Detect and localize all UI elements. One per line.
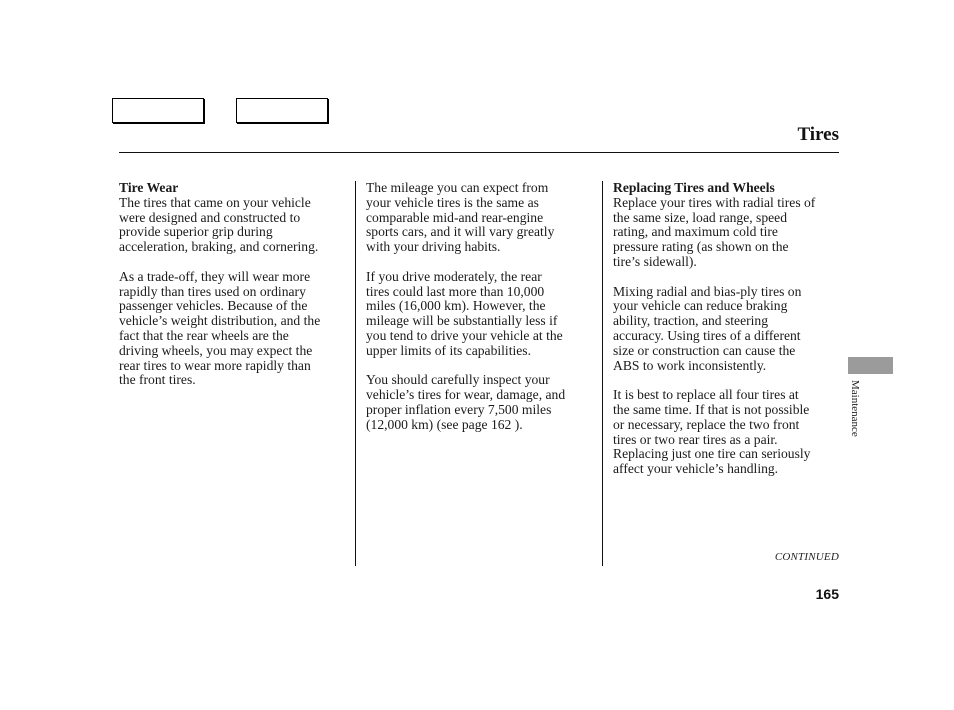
column-replacing-tires — [613, 181, 841, 492]
body-text-line: It is best to replace all four tires at — [613, 387, 799, 403]
body-text-line: ABS to work inconsistently. — [613, 357, 767, 373]
body-text-line: with your driving habits. — [366, 239, 501, 255]
body-text-line: tires could last more than 10,000 — [366, 283, 545, 299]
body-text-line: the front tires. — [119, 372, 196, 388]
body-text-line: vehicle’s tires for wear, damage, and — [366, 387, 566, 403]
section-heading: Tire Wear — [119, 180, 179, 195]
paragraph — [366, 270, 594, 359]
paragraph — [613, 181, 841, 270]
body-text-line: your vehicle can reduce braking — [613, 298, 788, 314]
section-heading: Replacing Tires and Wheels — [613, 180, 775, 195]
body-text-line: The mileage you can expect from — [366, 180, 549, 195]
body-text-line: As a trade-off, they will wear more — [119, 268, 311, 284]
paragraph — [366, 373, 594, 432]
body-text-line: rapidly than tires used on ordinary — [119, 283, 306, 299]
body-text-line: Replace your tires with radial tires of — [613, 194, 816, 210]
body-text-line: sports cars, and it will vary greatly — [366, 224, 555, 240]
column-tire-wear — [119, 181, 347, 403]
body-text-line: rating, and maximum cold tire — [613, 224, 778, 240]
paragraph — [119, 270, 347, 388]
column-mileage — [366, 181, 594, 447]
body-text-line: miles (16,000 km). However, the — [366, 298, 546, 314]
page-title: Tires — [797, 124, 839, 145]
section-tab-label: Maintenance — [849, 380, 861, 437]
section-tab-maintenance[interactable] — [848, 357, 893, 374]
body-text-line: your vehicle tires is the same as — [366, 194, 539, 210]
paragraph — [366, 181, 594, 255]
body-text-line: you tend to drive your vehicle at the — [366, 327, 563, 343]
body-text-line: the same size, load range, speed — [613, 209, 788, 225]
body-text-line: affect your vehicle’s handling. — [613, 461, 779, 477]
body-text-line: You should carefully inspect your — [366, 372, 550, 388]
body-text-line: passenger vehicles. Because of the — [119, 298, 308, 314]
continued-label: CONTINUED — [774, 551, 839, 563]
body-text-line: vehicle’s weight distribution, and the — [119, 313, 321, 329]
body-text-line: rear tires to wear more rapidly than — [119, 357, 311, 373]
body-text-line: acceleration, braking, and cornering. — [119, 239, 319, 255]
body-text-line: (12,000 km) (see page 162 ). — [366, 416, 523, 432]
body-text-line: pressure rating (as shown on the — [613, 239, 789, 255]
nav-button-previous[interactable] — [112, 98, 204, 123]
page-number: 165 — [815, 586, 839, 602]
body-text-line: Mixing radial and bias-ply tires on — [613, 283, 802, 299]
body-text-line: or necessary, replace the two front — [613, 416, 800, 432]
body-text-line: tires or two rear tires as a pair. — [613, 431, 778, 447]
column-divider — [355, 181, 356, 566]
body-text-line: The tires that came on your vehicle — [119, 194, 311, 210]
body-text-line: fact that the rear wheels are the — [119, 327, 289, 343]
paragraph — [613, 285, 841, 374]
body-text-line: Replacing just one tire can seriously — [613, 446, 811, 462]
nav-button-next[interactable] — [236, 98, 328, 123]
body-text-line: mileage will be substantially less if — [366, 313, 558, 329]
body-text-line: upper limits of its capabilities. — [366, 342, 531, 358]
body-text-line: If you drive moderately, the rear — [366, 268, 542, 284]
column-divider — [602, 181, 603, 566]
body-text-line: comparable mid-and rear-engine — [366, 209, 544, 225]
body-text-line: proper inflation every 7,500 miles — [366, 401, 552, 417]
body-text-line: driving wheels, you may expect the — [119, 342, 313, 358]
body-text-line: the same time. If that is not possible — [613, 401, 810, 417]
body-text-line: ability, traction, and steering — [613, 313, 769, 329]
title-divider — [119, 152, 839, 153]
body-text-line: provide superior grip during — [119, 224, 273, 240]
body-text-line: were designed and constructed to — [119, 209, 301, 225]
body-text-line: tire’s sidewall). — [613, 253, 697, 269]
body-text-line: size or construction can cause the — [613, 342, 796, 358]
paragraph — [119, 181, 347, 255]
body-text-line: accuracy. Using tires of a different — [613, 327, 801, 343]
paragraph — [613, 388, 841, 477]
